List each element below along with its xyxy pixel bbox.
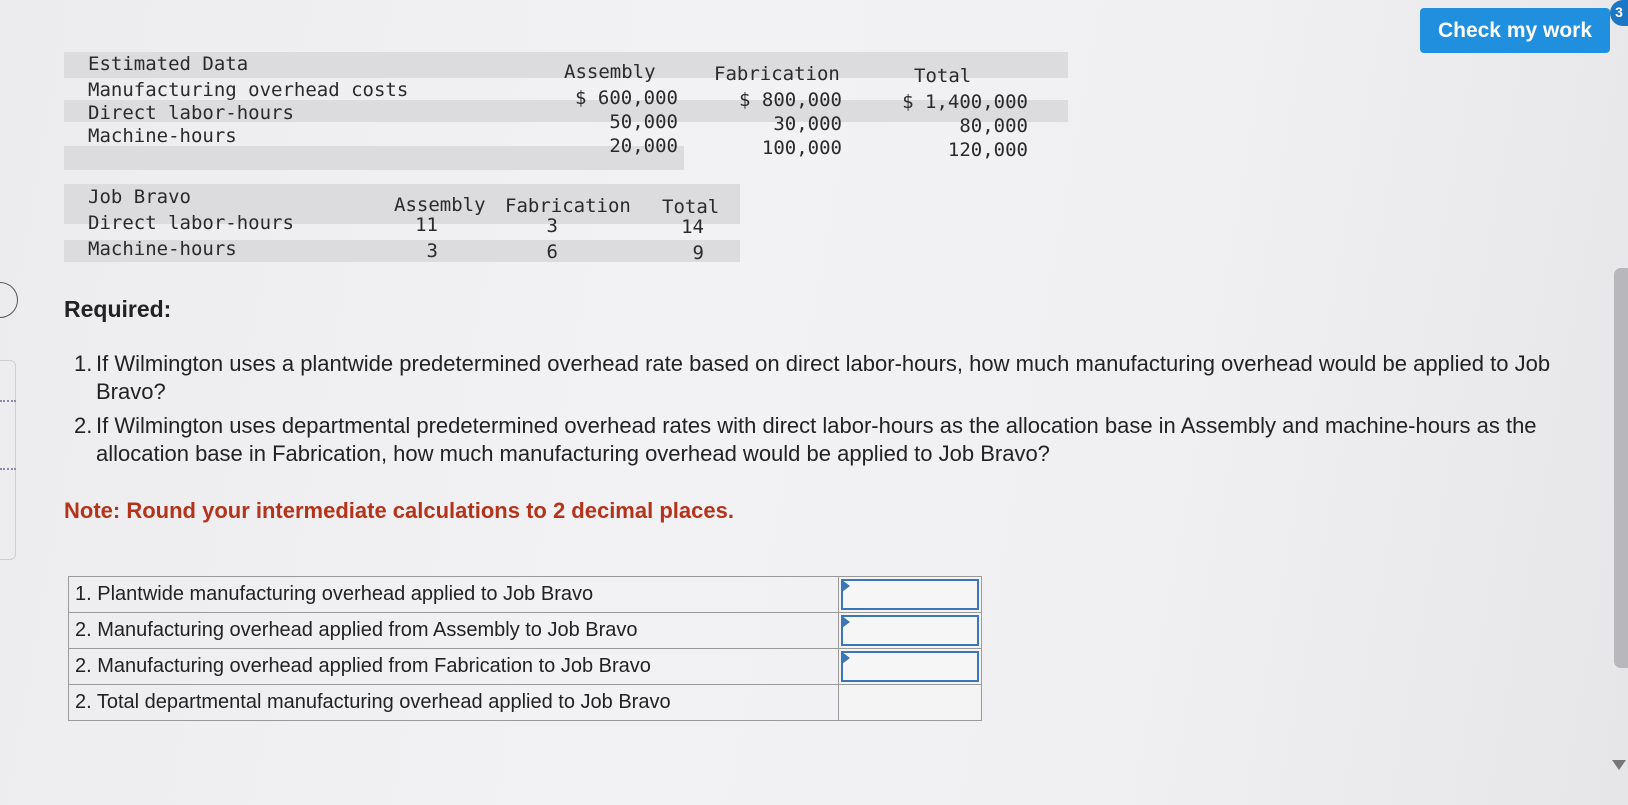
table-title: Job Bravo [88,186,191,208]
attempts-badge: 3 [1610,0,1628,26]
col-header-fabrication: Fabrication [505,195,631,217]
row-label: Machine-hours [88,125,237,147]
input-marker-icon [842,580,850,592]
cell-value: 11 [415,214,438,236]
required-heading: Required: [64,296,172,322]
cell-value: $ 600,000 [575,87,678,109]
estimated-data-table [64,52,1068,170]
cell-value: 80,000 [959,115,1028,137]
answer-label: 2. Manufacturing overhead applied from Assembly to Job Bravo [69,613,839,649]
row-label: Direct labor-hours [88,102,294,124]
question-number: 1. [74,351,93,376]
assembly-overhead-input[interactable] [841,615,979,646]
scroll-down-arrow-icon[interactable] [1612,760,1626,770]
table-title: Estimated Data [88,53,249,75]
question-list [74,350,1554,474]
nav-circle-button[interactable] [0,282,18,318]
answer-cell [838,577,981,613]
rounding-note: Note: Round your intermediate calculations to 2 decimal places. [64,498,734,523]
fabrication-overhead-input[interactable] [841,651,979,682]
answer-label: 2. Total departmental manufacturing overhead applied to Job Bravo [69,685,839,721]
answer-cell [838,649,981,685]
col-header-assembly: Assembly [394,194,486,216]
question-text: If Wilmington uses a plantwide predetermined overhead rate based on direct labor-hours, how much manufacturing overhead would be applied to Job Bravo? [96,351,1551,404]
total-departmental-overhead-cell [838,685,981,721]
cell-value: 14 [681,216,704,238]
cell-value: 6 [546,241,558,263]
col-header-total: Total [914,65,972,87]
cell-value: 3 [426,240,438,262]
cell-value: 50,000 [609,111,678,133]
job-bravo-table [64,184,740,274]
check-my-work-button[interactable]: Check my work [1420,8,1610,53]
answer-table [68,576,982,721]
row-label: Manufacturing overhead costs [88,79,409,101]
question-item [74,412,1554,468]
answer-row [69,577,982,613]
cell-value: 3 [546,215,558,237]
side-panel-dots [0,400,16,470]
input-marker-icon [842,652,850,664]
answer-row [69,649,982,685]
cell-value: 30,000 [773,113,842,135]
cell-value: 100,000 [761,137,842,159]
answer-label: 1. Plantwide manufacturing overhead applied to Job Bravo [69,577,839,613]
cell-value: $ 800,000 [739,89,842,111]
answer-cell [838,613,981,649]
answer-label: 2. Manufacturing overhead applied from Fabrication to Job Bravo [69,649,839,685]
row-label: Machine-hours [88,238,237,260]
answer-row [69,685,982,721]
col-header-fabrication: Fabrication [714,63,840,85]
plantwide-overhead-input[interactable] [841,579,979,610]
question-item [74,350,1554,406]
col-header-total: Total [662,196,720,218]
vertical-scrollbar[interactable] [1614,268,1628,668]
input-marker-icon [842,616,850,628]
cell-value: 9 [692,242,704,264]
answer-row [69,613,982,649]
row-shade [64,146,684,170]
question-number: 2. [74,413,93,438]
cell-value: $ 1,400,000 [902,91,1028,113]
col-header-assembly: Assembly [564,61,656,83]
question-text: If Wilmington uses departmental predetermined overhead rates with direct labor-hours as the allocation base in Assembly and machine-hours as the allocation base in Fabrication, how much manufacturing overhead would be applied to Job Bravo? [96,413,1537,466]
row-label: Direct labor-hours [88,212,294,234]
cell-value: 20,000 [609,135,678,157]
cell-value: 120,000 [947,139,1028,161]
